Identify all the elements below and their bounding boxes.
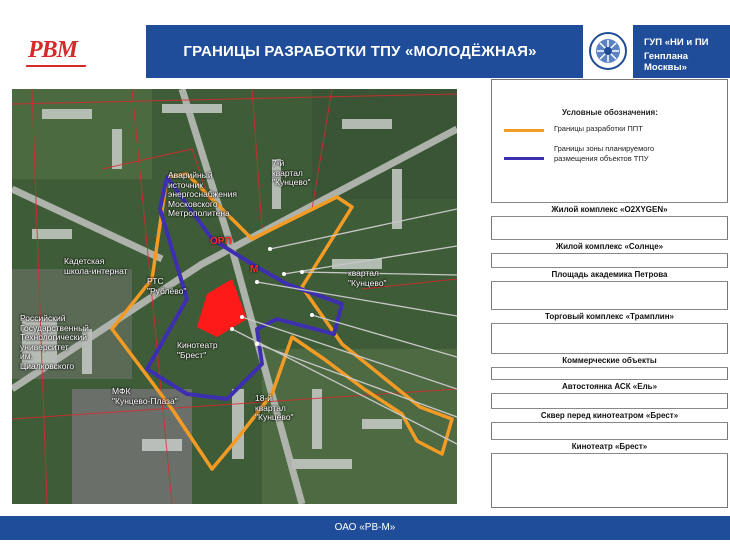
label-energy-source: Аварийный источник энергоснабжения Московского Метрополитена [168, 170, 238, 218]
logo-text: РВМ [28, 37, 78, 63]
label-orp: ОРП [210, 236, 232, 247]
object-o2xygen: Жилой комплекс «O2XYGEN» [491, 202, 728, 217]
label-metro: М [250, 264, 259, 275]
legend-label-ppt: Границы разработки ППТ [554, 124, 643, 133]
company-logo [0, 25, 148, 78]
legend-title: Условные обозначения: [562, 108, 658, 117]
object-parking-el: Автостоянка АСК «Ель» [491, 379, 728, 394]
label-university: Российский Государственный Технологический университет им. Циалковского [20, 313, 89, 371]
object-solntse: Жилой комплекс «Солнце» [491, 239, 728, 254]
legend-label-tpu: Границы зоны планируемого размещения объектов ТПУ [554, 144, 655, 163]
legend-swatch-ppt [504, 129, 544, 132]
footer-bar [0, 516, 730, 540]
label-mfk-kuntsevo-plaza: МФК "Кунцево-Плаза" [112, 386, 178, 406]
header-bar [0, 25, 730, 78]
object-tramplin: Торговый комплекс «Трамплин» [491, 309, 728, 324]
emblem-icon [583, 25, 633, 78]
object-cinema-brest: Кинотеатр «Брест» [491, 439, 728, 454]
label-kvartal-kuntsevo: квартал "Кунцево" [348, 268, 387, 288]
footer-company: ОАО «РВ-М» [334, 522, 396, 533]
organization-name [634, 25, 730, 78]
map-graphics [12, 89, 457, 504]
org-name-line1: ГУП «НИ и ПИ [644, 37, 709, 48]
object-commercial: Коммерческие объекты [491, 353, 728, 368]
label-kvartal-7: 7-й квартал "Кунцево" [272, 158, 311, 187]
label-kvartal-18: 18-й квартал "Кунцево" [255, 393, 294, 422]
legend-swatch-tpu [504, 157, 544, 160]
org-name-line2: Генплана Москвы» [644, 51, 689, 73]
object-petrov-square: Площадь академика Петрова [491, 267, 728, 282]
label-cadet-school: Кадетская школа-интернат [64, 256, 128, 276]
genplan-emblem [583, 25, 633, 78]
page-title: ГРАНИЦЫ РАЗРАБОТКИ ТПУ «МОЛОДЁЖНАЯ» [183, 43, 537, 60]
logo-swoosh [26, 65, 87, 67]
label-rts-rublevo: РТС "Рублёво" [147, 276, 187, 296]
satellite-map [12, 89, 457, 504]
label-cinema-brest: Кинотеатр "Брест" [177, 340, 218, 360]
object-square-brest: Сквер перед кинотеатром «Брест» [491, 408, 728, 423]
